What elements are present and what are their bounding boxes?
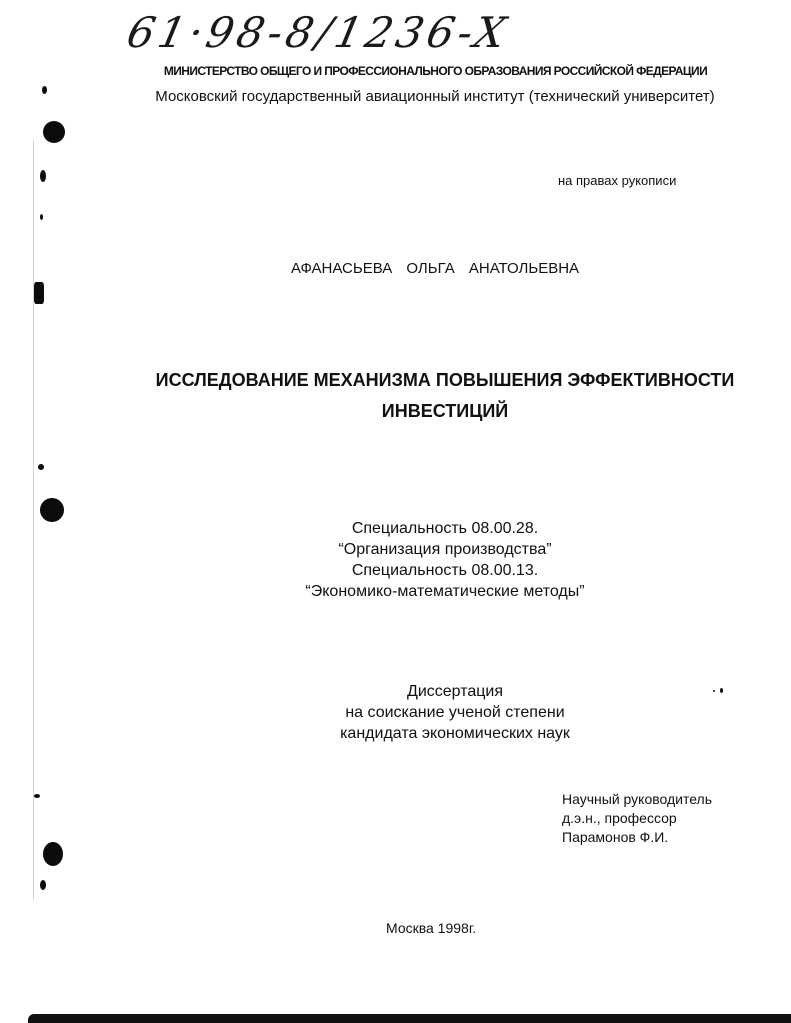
scan-blot bbox=[42, 86, 47, 94]
scan-blot bbox=[38, 464, 44, 470]
scan-blot bbox=[40, 170, 46, 182]
scan-blot bbox=[43, 121, 65, 143]
handwritten-archive-number: 61·98-8/1236-X bbox=[122, 8, 515, 57]
degree-line: кандидата экономических наук bbox=[340, 725, 570, 742]
city-year: Москва 1998г. bbox=[386, 920, 477, 936]
institute-heading: Московский государственный авиационный институт (технический университет) bbox=[155, 88, 715, 105]
advisor-line: Парамонов Ф.И. bbox=[562, 829, 669, 845]
degree-line: Диссертация bbox=[406, 683, 504, 700]
scan-blot bbox=[43, 842, 63, 866]
ministry-heading: МИНИСТЕРСТВО ОБЩЕГО И ПРОФЕССИОНАЛЬНОГО ОБРАЗОВАНИЯ РОССИЙСКОЙ ФЕДЕРАЦИИ bbox=[163, 64, 708, 78]
degree-block bbox=[300, 681, 610, 744]
binding-line bbox=[33, 140, 34, 900]
scan-blot bbox=[34, 282, 44, 304]
page-bottom-edge bbox=[28, 1014, 791, 1023]
scan-blot bbox=[713, 690, 715, 692]
title-line: ИНВЕСТИЦИЙ bbox=[381, 401, 509, 421]
specialty-line: “Экономико-математические методы” bbox=[305, 583, 585, 600]
dissertation-title bbox=[150, 365, 740, 427]
scan-blot bbox=[34, 794, 40, 798]
specialties-block bbox=[290, 518, 600, 602]
scan-blot bbox=[40, 880, 46, 890]
advisor-line: д.э.н., профессор bbox=[562, 810, 677, 826]
scan-blot bbox=[720, 688, 723, 693]
author-name: АФАНАСЬЕВА ОЛЬГА АНАТОЛЬЕВНА bbox=[290, 260, 580, 277]
specialty-line: “Организация производства” bbox=[338, 541, 552, 558]
specialty-line: Специальность 08.00.13. bbox=[351, 562, 539, 579]
manuscript-note: на правах рукописи bbox=[558, 173, 677, 188]
title-line: ИССЛЕДОВАНИЕ МЕХАНИЗМА ПОВЫШЕНИЯ ЭФФЕКТИВНОСТИ bbox=[155, 370, 735, 390]
advisor-line: Научный руководитель bbox=[562, 791, 713, 807]
scan-blot bbox=[40, 214, 43, 220]
degree-line: на соискание ученой степени bbox=[345, 704, 565, 721]
advisor-block bbox=[562, 790, 712, 847]
scan-blot bbox=[40, 498, 64, 522]
specialty-line: Специальность 08.00.28. bbox=[351, 520, 539, 537]
